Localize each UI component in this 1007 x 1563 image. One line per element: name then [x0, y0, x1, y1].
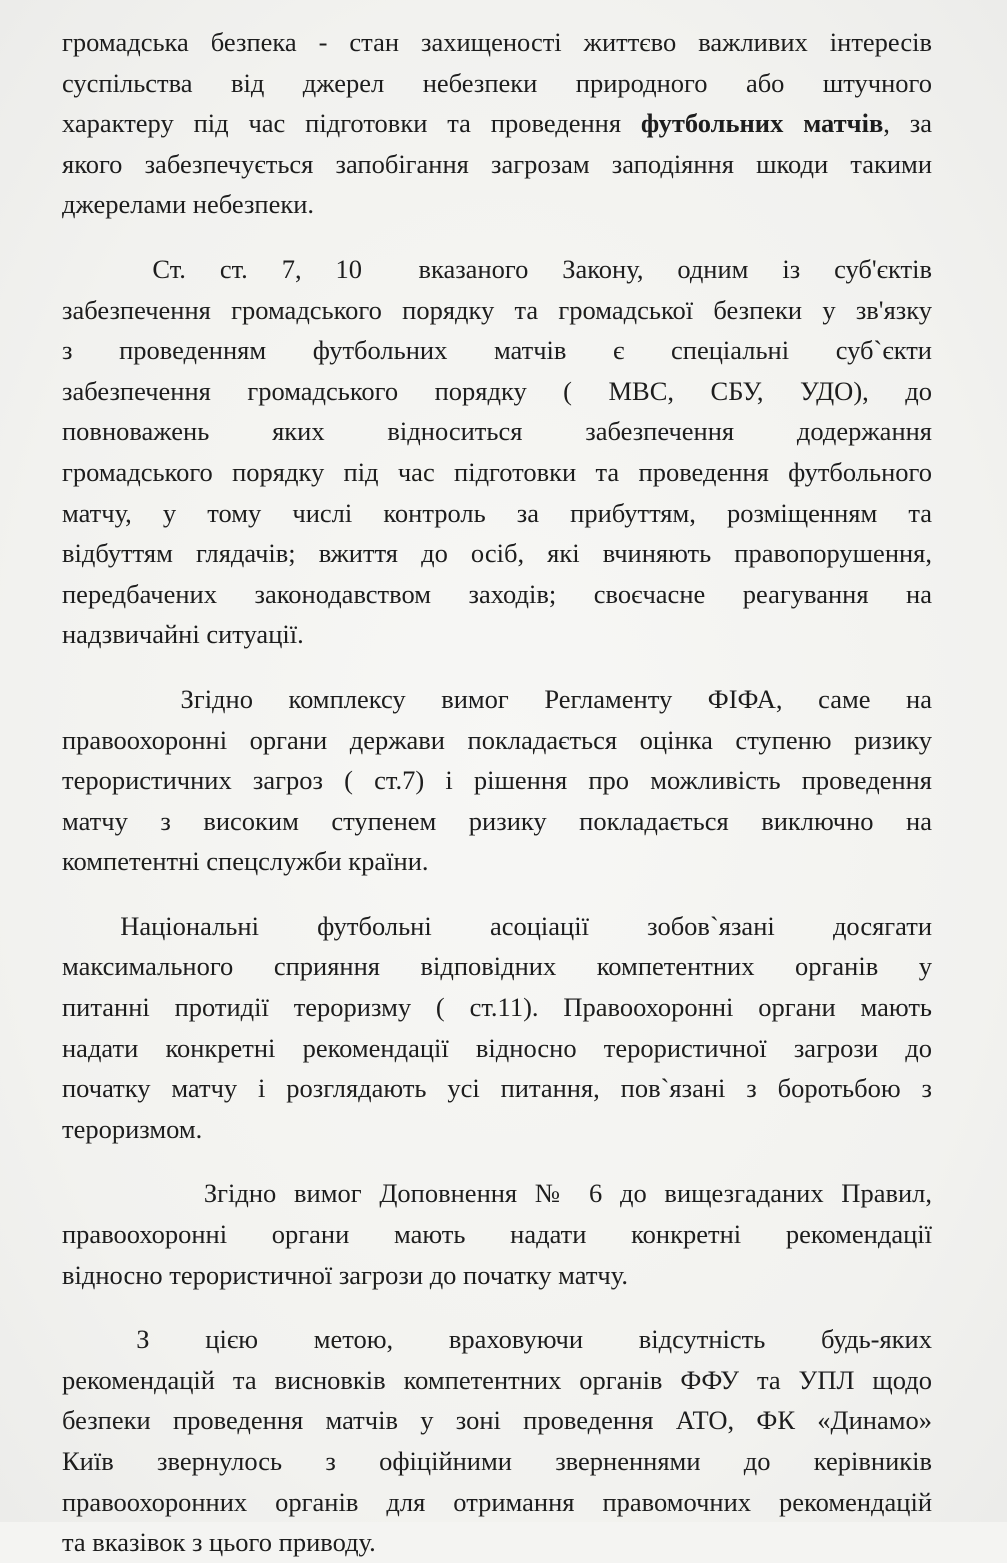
text-line: терористичних загроз ( ст.7) і рішення про можливість проведення	[62, 765, 932, 796]
text-line: та вказівок з цього приводу.	[62, 1527, 376, 1558]
document-body	[62, 22, 932, 1563]
paragraph-national-associations	[62, 906, 932, 1150]
text-segment: , за	[883, 108, 932, 139]
text-line: безпеки проведення матчів у зоні проведення АТО, ФК «Динамо»	[62, 1405, 932, 1436]
text-line: матчу з високим ступенем ризику покладається виключно на	[62, 805, 932, 836]
text-line: компетентні спецслужби країни.	[62, 846, 429, 877]
text-line: відносно терористичної загрози до початку матчу.	[62, 1259, 628, 1290]
text-line: правоохоронних органів для отримання правомочних рекомендацій	[62, 1486, 932, 1517]
text-line-with-bold	[62, 103, 932, 144]
text-line: громадського порядку під час підготовки та проведення футбольного	[62, 456, 932, 487]
text-line: джерелами небезпеки.	[62, 189, 315, 220]
text-line: якого забезпечується запобігання загрозам заподіяння шкоди такими	[62, 148, 932, 179]
paragraph-dynamo-appeal	[62, 1319, 932, 1563]
text-segment: характеру під час підготовки та проведення	[62, 108, 641, 139]
text-line: тероризмом.	[62, 1113, 203, 1144]
text-line: надати конкретні рекомендації відносно терористичної загрози до	[62, 1032, 932, 1063]
text-line: З цією метою, враховуючи відсутність будь-яких	[62, 1324, 932, 1355]
text-line: забезпечення громадського порядку ( МВС, СБУ, УДО), до	[62, 375, 932, 406]
text-line: питанні протидії тероризму ( ст.11). Правоохоронні органи мають	[62, 992, 932, 1023]
text-line: матчу, у тому числі контроль за прибуттям, розміщенням та	[62, 497, 932, 528]
paragraph-fifa-regulations	[62, 679, 932, 882]
text-line: рекомендацій та висновків компетентних органів ФФУ та УПЛ щодо	[62, 1364, 932, 1395]
paragraph-public-safety-definition	[62, 22, 932, 225]
text-line: забезпечення громадського порядку та громадської безпеки у зв'язку	[62, 294, 932, 325]
text-line: громадська безпека - стан захищеності життєво важливих інтересів	[62, 27, 932, 57]
text-line: Згідно вимог Доповнення № 6 до вищезгаданих Правил,	[62, 1178, 932, 1209]
text-line: максимального сприяння відповідних компетентних органів у	[62, 951, 932, 982]
text-line: початку матчу і розглядають усі питання, пов`язані з боротьбою з	[62, 1073, 932, 1104]
text-line: правоохоронні органи мають надати конкретні рекомендації	[62, 1219, 932, 1250]
text-line: Згідно комплексу вимог Регламенту ФІФА, саме на	[62, 683, 932, 714]
paragraph-law-articles	[62, 249, 932, 655]
paragraph-supplement-6	[62, 1173, 932, 1295]
text-line: правоохоронні органи держави покладається оцінка ступеню ризику	[62, 724, 932, 755]
text-line: Київ звернулось з офіційними зверненнями до керівників	[62, 1446, 932, 1476]
text-line: суспільства від джерел небезпеки природного або штучного	[62, 67, 932, 98]
text-line: відбуттям глядачів; вжиття до осіб, які вчиняють правопорушення,	[62, 538, 932, 569]
text-line: з проведенням футбольних матчів є спеціальні суб`єкти	[62, 335, 932, 366]
text-line: передбачених законодавством заходів; своєчасне реагування на	[62, 578, 932, 609]
text-line: надзвичайні ситуації.	[62, 619, 304, 650]
bold-phrase: футбольних матчів	[640, 108, 884, 139]
text-line: Національні футбольні асоціації зобов`язані досягати	[62, 910, 932, 941]
text-line: Ст. ст. 7, 10 вказаного Закону, одним із суб'єктів	[62, 253, 932, 284]
text-line: повноважень яких відноситься забезпечення додержання	[62, 416, 932, 447]
